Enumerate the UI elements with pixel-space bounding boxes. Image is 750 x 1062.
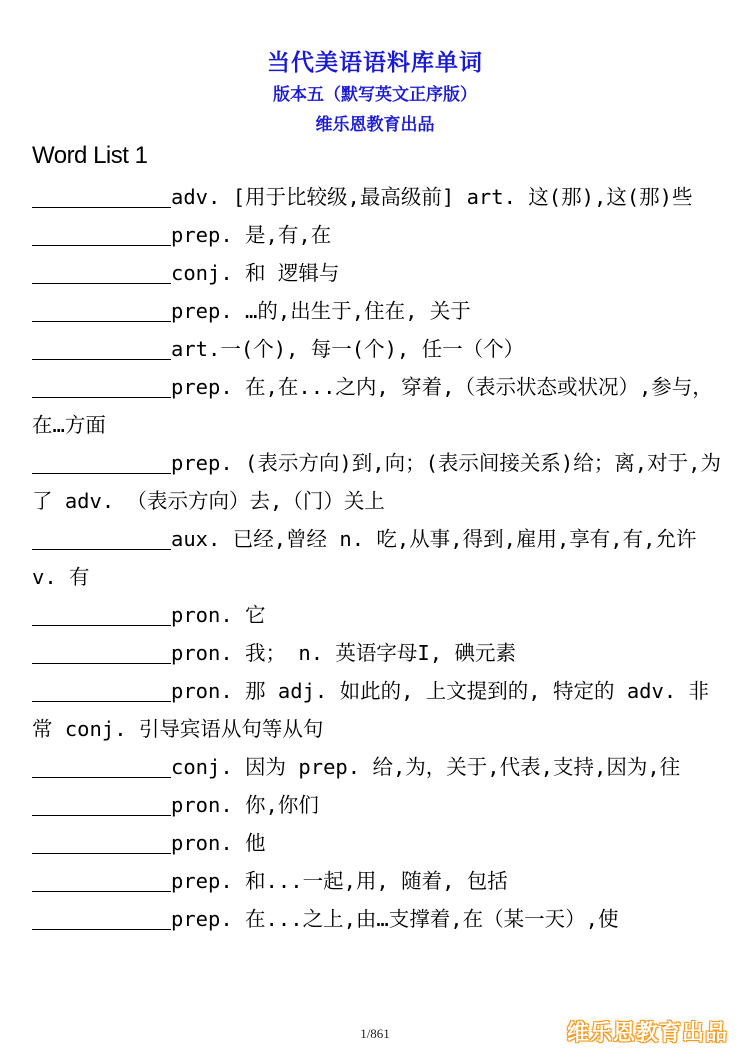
answer-blank [32,334,171,360]
answer-blank [32,600,171,626]
word-entry [32,824,722,862]
entry-definition: pron. 我； n. 英语字母I, 碘元素 [171,641,516,665]
document-subtitle: 版本五（默写英文正序版） [273,85,477,105]
entry-definition: aux. 已经,曾经 n. 吃,从事,得到,雇用,享有,有,允许 v. 有 [32,527,697,589]
word-entry [32,216,722,254]
page-number: 1/861 [360,1026,390,1041]
word-entry [32,520,722,596]
entry-definition: prep. (表示方向)到,向；(表示间接关系)给；离,对于,为了 adv. （表示方向）去,（门）关上 [32,451,721,513]
answer-blank [32,752,171,778]
word-entry [32,330,722,368]
answer-blank [32,448,171,474]
entry-definition: pron. 那 adj. 如此的, 上文提到的, 特定的 adv. 非常 conj. 引导宾语从句等从句 [32,679,710,741]
answer-blank [32,638,171,664]
word-entry [32,444,722,520]
answer-blank [32,372,171,398]
word-entry [32,862,722,900]
answer-blank [32,220,171,246]
answer-blank [32,524,171,550]
word-entry [32,368,722,444]
publisher-line: 维乐恩教育出品 [315,115,435,135]
entry-definition: adv. [用于比较级,最高级前] art. 这(那),这(那)些 [171,185,693,209]
answer-blank [32,828,171,854]
answer-blank [32,258,171,284]
entry-definition: prep. 在...之上,由…支撑着,在（某一天）,使 [171,907,619,931]
entry-definition: prep. 和...一起,用, 随着, 包括 [171,869,508,893]
word-entry [32,900,722,938]
document-title: 当代美语语料库单词 [267,50,483,76]
word-entry [32,254,722,292]
publisher-watermark: 维乐恩教育出品 [566,1021,728,1046]
word-entries [32,178,722,938]
answer-blank [32,676,171,702]
entry-definition: prep. 在,在...之内, 穿着,（表示状态或状况）,参与，在…方面 [32,375,713,437]
entry-definition: conj. 因为 prep. 给,为，关于,代表,支持,因为,往 [171,755,681,779]
answer-blank [32,790,171,816]
word-entry [32,786,722,824]
entry-definition: pron. 它 [171,603,266,627]
answer-blank [32,182,171,208]
entry-definition: prep. …的,出生于,住在, 关于 [171,299,471,323]
entry-definition: art.一(个), 每一(个), 任一（个） [171,337,525,361]
word-list-heading: Word List 1 [32,142,148,169]
entry-definition: prep. 是,有,在 [171,223,332,247]
word-entry [32,596,722,634]
word-entry [32,178,722,216]
answer-blank [32,296,171,322]
entry-definition: conj. 和 逻辑与 [171,261,340,285]
word-entry [32,748,722,786]
word-entry [32,292,722,330]
word-entry [32,672,722,748]
entry-definition: pron. 你,你们 [171,793,319,817]
entry-definition: pron. 他 [171,831,266,855]
word-entry [32,634,722,672]
answer-blank [32,866,171,892]
answer-blank [32,904,171,930]
